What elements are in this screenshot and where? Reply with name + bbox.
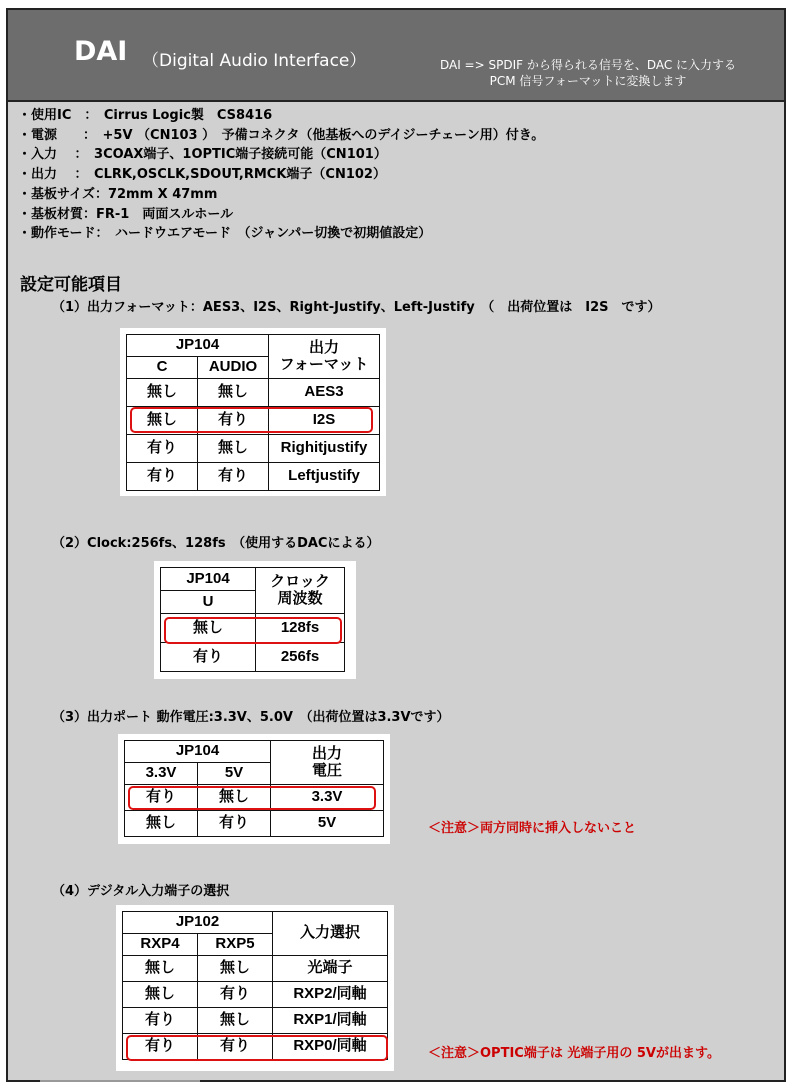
table-cell: 有り [127, 463, 198, 491]
table-cell: 無し [198, 435, 269, 463]
header-banner [8, 10, 784, 102]
result-header-line: 電圧 [311, 761, 342, 779]
bottom-divider [40, 1080, 200, 1082]
table-cell: 有り [161, 643, 256, 672]
result-header-line: フォーマット [279, 355, 369, 373]
table-cell: RXP0/同軸 [273, 1034, 388, 1060]
table-cell: 無し [123, 982, 198, 1008]
result-header-line: 出力 [311, 745, 342, 762]
header-note [388, 57, 788, 89]
table-cell: AES3 [269, 379, 380, 407]
result-header-line: 出力 [308, 339, 339, 356]
table-cell: 256fs [256, 643, 345, 672]
table-col-header: U [161, 591, 256, 614]
spec-list [18, 106, 544, 244]
spec-item: ・基板材質：FR-1 両面スルホール [18, 206, 234, 222]
table-cell: 有り [198, 1034, 273, 1060]
table-cell: 有り [127, 435, 198, 463]
table-result-header [269, 335, 380, 379]
optic-warning-note: ＜注意＞OPTIC端子は 光端子用の 5Vが出ます。 [428, 1046, 720, 1061]
table-cell: 5V [271, 811, 384, 837]
voltage-warning-note: ＜注意＞両方同時に挿入しないこと [428, 821, 637, 836]
section-heading: 設定可能項目 [20, 275, 122, 295]
item-heading-voltage: （3）出力ポート 動作電圧:3.3V、5.0V （出荷位置は3.3Vです） [52, 710, 450, 725]
table-col-header: 3.3V [125, 763, 198, 785]
highlight-default-row [164, 617, 342, 644]
table-cell: Leftjustify [269, 463, 380, 491]
table-cell: 128fs [256, 614, 345, 643]
input-table-card [116, 905, 394, 1071]
spec-item: ・使用IC ： Cirrus Logic製 CS8416 [18, 108, 273, 123]
table-cell: 無し [127, 379, 198, 407]
table-cell: 無し [123, 956, 198, 982]
table-cell: 3.3V [271, 785, 384, 811]
table-cell: 無し [127, 407, 198, 435]
table-cell: 無し [161, 614, 256, 643]
table-group-header: JP104 [127, 335, 269, 357]
table-cell: 無し [198, 379, 269, 407]
table-cell: 有り [198, 982, 273, 1008]
clock-table-card [154, 561, 356, 679]
table-col-header: C [127, 357, 198, 379]
table-cell: 有り [125, 785, 198, 811]
result-header-line: クロック [270, 573, 330, 590]
page-subtitle: （Digital Audio Interface） [142, 51, 367, 71]
table-col-header: AUDIO [198, 357, 269, 379]
spec-item: ・出力 ： CLRK,OSCLK,SDOUT,RMCK端子（CN102） [18, 167, 386, 183]
table-result-header [273, 912, 388, 956]
page-title: DAI [74, 36, 128, 67]
table-group-header: JP104 [161, 568, 256, 591]
table-cell: Righitjustify [269, 435, 380, 463]
spec-item: ・動作モード： ハードウエアモード （ジャンパー切換で初期値設定） [18, 226, 432, 242]
table-col-header: RXP5 [198, 934, 273, 956]
table-cell: 光端子 [273, 956, 388, 982]
highlight-default-row [130, 407, 373, 433]
voltage-table-card [118, 734, 390, 844]
table-result-header [256, 568, 345, 614]
result-header-line: 入力選択 [299, 924, 360, 942]
table-cell: RXP2/同軸 [273, 982, 388, 1008]
table-cell: 無し [198, 785, 271, 811]
header-note-line: DAI => SPDIF から得られる信号を、DAC に入力する [439, 58, 737, 72]
table-cell: RXP1/同軸 [273, 1008, 388, 1034]
table-cell: 有り [198, 811, 271, 837]
table-cell: 有り [123, 1034, 198, 1060]
table-group-header: JP102 [123, 912, 273, 934]
header-note-line: PCM 信号フォーマットに変換します [489, 74, 687, 88]
table-result-header [271, 741, 384, 785]
table-col-header: 5V [198, 763, 271, 785]
spec-item: ・入力 ： 3COAX端子、1OPTIC端子接続可能（CN101） [18, 147, 387, 163]
format-table-card [120, 328, 386, 496]
highlight-default-row [128, 786, 376, 810]
table-cell: 有り [123, 1008, 198, 1034]
table-cell: 無し [198, 1008, 273, 1034]
spec-item: ・基板サイズ：72mm X 47mm [18, 186, 218, 202]
document-frame [6, 8, 786, 1082]
table-cell: 無し [125, 811, 198, 837]
item-heading-format: （1）出力フォーマット：AES3、I2S、Right-Justify、Left-Justify （ 出荷位置は I2S です） [52, 300, 661, 315]
table-cell: I2S [269, 407, 380, 435]
item-heading-clock: （2）Clock:256fs、128fs （使用するDACによる） [52, 536, 380, 551]
table-group-header: JP104 [125, 741, 271, 763]
result-header-line: 周波数 [277, 589, 323, 607]
table-cell: 有り [198, 463, 269, 491]
table-cell: 有り [198, 407, 269, 435]
table-cell: 無し [198, 956, 273, 982]
highlight-selected-row [126, 1035, 388, 1061]
spec-item: ・電源 ： +5V （CN103 ） 予備コネクタ（他基板へのデイジーチェーン用）付き。 [18, 127, 545, 143]
table-col-header: RXP4 [123, 934, 198, 956]
item-heading-input: （4）デジタル入力端子の選択 [52, 884, 230, 899]
